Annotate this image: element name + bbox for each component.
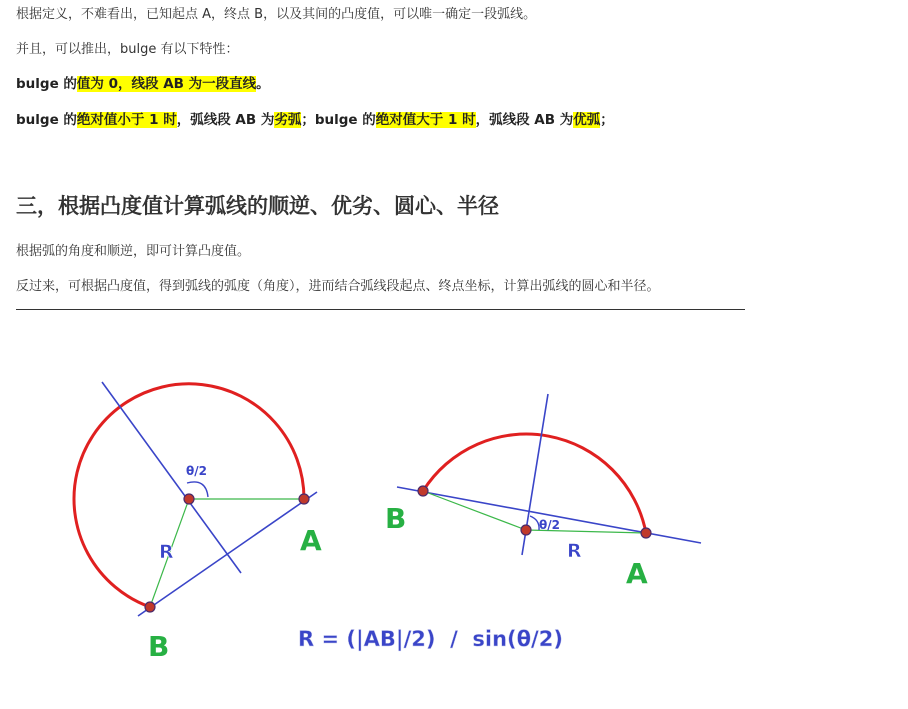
highlighted-text: 劣弧 xyxy=(274,112,302,128)
section-heading: 三，根据凸度值计算弧线的顺逆、优劣、圆心、半径 xyxy=(16,194,499,218)
left-r-label: R xyxy=(159,541,174,563)
intro-paragraph-2: 并且，可以推出，bulge 有以下特性： xyxy=(16,42,239,57)
right-center-point xyxy=(521,525,531,535)
text-run: bulge 的 xyxy=(16,112,77,128)
right-point-b xyxy=(418,486,428,496)
text-run: ，弧线段 AB 为 xyxy=(176,112,275,128)
text-run: bulge 的 xyxy=(16,76,77,92)
text-run: ，弧线段 AB 为 xyxy=(475,112,574,128)
text-run: 。 xyxy=(256,76,270,92)
right-diagram xyxy=(385,394,701,590)
left-b-label: B xyxy=(148,630,170,663)
radius-formula: R = (|AB|/2) / sin(θ/2) xyxy=(298,627,563,651)
left-a-label: A xyxy=(300,524,322,557)
highlighted-text: 绝对值大于 1 时 xyxy=(375,112,476,128)
right-angle-arc xyxy=(530,516,539,530)
right-chord-line xyxy=(397,487,701,543)
highlighted-text: 绝对值小于 1 时 xyxy=(76,112,177,128)
left-point-a xyxy=(299,494,309,504)
text-run: ； xyxy=(600,112,614,128)
right-point-a xyxy=(641,528,651,538)
right-theta-label: θ/2 xyxy=(539,518,560,532)
text-run: ；bulge 的 xyxy=(301,112,376,128)
right-r-label: R xyxy=(567,540,582,562)
right-b-label: B xyxy=(385,502,407,535)
highlighted-text: 值为 0，线段 AB 为一段直线 xyxy=(76,76,257,92)
left-diagram xyxy=(74,382,322,663)
left-center-point xyxy=(184,494,194,504)
left-point-b xyxy=(145,602,155,612)
section-paragraph-1: 根据弧的角度和顺逆，即可计算凸度值。 xyxy=(16,244,251,259)
right-a-label: A xyxy=(626,557,648,590)
section-paragraph-2: 反过来，可根据凸度值，得到弧线的弧度（角度），进而结合弧线段起点、终点坐标，计算出弧线的圆心和半径。 xyxy=(16,279,660,294)
left-theta-label: θ/2 xyxy=(186,464,207,478)
highlighted-text: 优弧 xyxy=(573,112,601,128)
intro-paragraph-1: 根据定义，不难看出，已知起点 A，终点 B，以及其间的凸度值，可以唯一确定一段弧线。 xyxy=(16,7,537,22)
right-radius-to-b xyxy=(423,491,526,530)
